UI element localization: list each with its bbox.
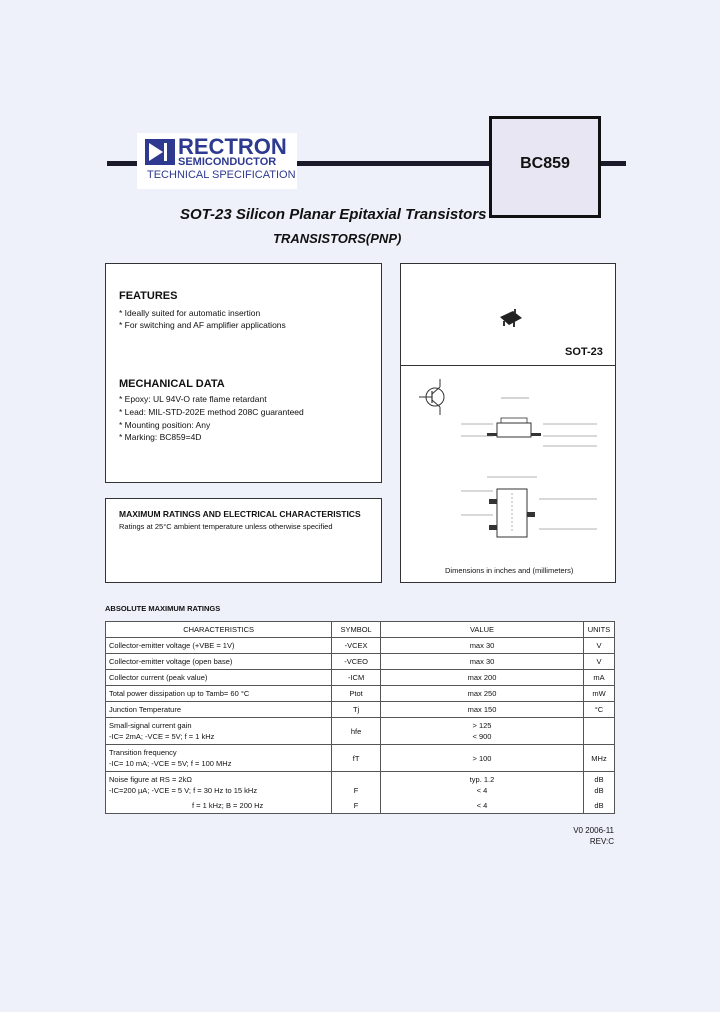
cell-characteristic: Noise figure at RS = 2kΩ -IC=200 µA; -VCE = 5 V; f = 30 Hz to 15 kHz xyxy=(106,772,332,799)
company-logo xyxy=(137,133,297,189)
cell-symbol: Tj xyxy=(332,702,381,718)
package-label: SOT-23 xyxy=(565,346,603,358)
table-header-row xyxy=(106,622,615,638)
cell-unit: MHz xyxy=(584,745,615,772)
mechanical-item: * Epoxy: UL 94V-O rate flame retardant xyxy=(119,394,267,404)
dimensions-note: Dimensions in inches and (millimeters) xyxy=(445,566,574,575)
company-sub: SEMICONDUCTOR xyxy=(178,156,277,168)
cell-unit: V xyxy=(584,638,615,654)
cell-symbol: F xyxy=(332,772,381,799)
cell-value: typ. 1.2 < 4 xyxy=(380,772,583,799)
dimension-drawing-top xyxy=(457,469,607,564)
cell-symbol: hfe xyxy=(332,718,381,745)
part-number-box xyxy=(489,116,601,218)
package-divider xyxy=(401,365,615,366)
part-number: BC859 xyxy=(520,155,570,172)
cell-characteristic: Collector current (peak value) xyxy=(106,670,332,686)
cell-characteristic: f = 1 kHz; B = 200 Hz xyxy=(106,798,332,814)
cell-characteristic: Total power dissipation up to Tamb= 60 °C xyxy=(106,686,332,702)
cell-symbol: -VCEX xyxy=(332,638,381,654)
company-name: RECTRON xyxy=(178,134,287,159)
col-header-value: VALUE xyxy=(380,622,583,638)
cell-symbol: F xyxy=(332,798,381,814)
cell-unit: mW xyxy=(584,686,615,702)
cell-value: > 100 xyxy=(380,745,583,772)
rectron-logo-icon xyxy=(145,139,175,165)
mechanical-item: * Mounting position: Any xyxy=(119,420,211,430)
mechanical-item: * Marking: BC859=4D xyxy=(119,432,202,442)
feature-item: * Ideally suited for automatic insertion xyxy=(119,308,261,318)
tech-spec-label: TECHNICAL SPECIFICATION xyxy=(147,169,296,181)
features-box xyxy=(105,263,382,483)
cell-unit: V xyxy=(584,654,615,670)
table-row xyxy=(106,798,615,814)
header-bar-right xyxy=(598,161,626,166)
cell-characteristic: Collector-emitter voltage (+VBE = 1V) xyxy=(106,638,332,654)
page-title: SOT-23 Silicon Planar Epitaxial Transistors xyxy=(180,206,487,223)
features-heading: FEATURES xyxy=(119,290,178,302)
sot23-package-image xyxy=(497,308,525,335)
table-row xyxy=(106,702,615,718)
footer-version: V0 2006-11 xyxy=(573,826,614,835)
table-row xyxy=(106,686,615,702)
cell-value: max 250 xyxy=(380,686,583,702)
ratings-box xyxy=(105,498,382,583)
mechanical-heading: MECHANICAL DATA xyxy=(119,378,225,390)
cell-characteristic: Small-signal current gain -IC= 2mA; -VCE = 5V; f = 1 kHz xyxy=(106,718,332,745)
cell-value: > 125 < 900 xyxy=(380,718,583,745)
table-row xyxy=(106,772,615,799)
col-header-units: UNITS xyxy=(584,622,615,638)
cell-symbol: -ICM xyxy=(332,670,381,686)
abs-max-heading: ABSOLUTE MAXIMUM RATINGS xyxy=(105,604,221,613)
table-row xyxy=(106,638,615,654)
ratings-heading: MAXIMUM RATINGS AND ELECTRICAL CHARACTERISTICS xyxy=(119,509,361,519)
cell-value: < 4 xyxy=(380,798,583,814)
table-row xyxy=(106,745,615,772)
page-subtitle: TRANSISTORS(PNP) xyxy=(273,231,402,246)
header-bar-left xyxy=(107,161,137,166)
cell-symbol: Ptot xyxy=(332,686,381,702)
cell-value: max 30 xyxy=(380,654,583,670)
mechanical-item: * Lead: MIL-STD-202E method 208C guaranteed xyxy=(119,407,304,417)
cell-symbol: fT xyxy=(332,745,381,772)
cell-unit: dB dB xyxy=(584,772,615,799)
cell-value: max 30 xyxy=(380,638,583,654)
cell-unit: dB xyxy=(584,798,615,814)
ratings-note: Ratings at 25°C ambient temperature unless otherwise specified xyxy=(119,522,333,531)
table-row xyxy=(106,654,615,670)
col-header-characteristics: CHARACTERISTICS xyxy=(106,622,332,638)
cell-characteristic: Collector-emitter voltage (open base) xyxy=(106,654,332,670)
col-header-symbol: SYMBOL xyxy=(332,622,381,638)
cell-characteristic: Transition frequency -IC= 10 mA; -VCE = 5V; f = 100 MHz xyxy=(106,745,332,772)
cell-value: max 200 xyxy=(380,670,583,686)
dimension-drawing-side xyxy=(457,388,607,463)
cell-unit: mA xyxy=(584,670,615,686)
table-row xyxy=(106,718,615,745)
header-bar-middle xyxy=(297,161,489,166)
cell-value: max 150 xyxy=(380,702,583,718)
abs-max-table xyxy=(105,621,615,814)
package-box xyxy=(400,263,616,583)
cell-unit: °C xyxy=(584,702,615,718)
cell-unit xyxy=(584,718,615,745)
table-row xyxy=(106,670,615,686)
footer-rev: REV:C xyxy=(589,837,614,846)
cell-symbol: -VCEO xyxy=(332,654,381,670)
transistor-symbol-icon xyxy=(407,374,457,425)
feature-item: * For switching and AF amplifier applications xyxy=(119,320,286,330)
cell-characteristic: Junction Temperature xyxy=(106,702,332,718)
